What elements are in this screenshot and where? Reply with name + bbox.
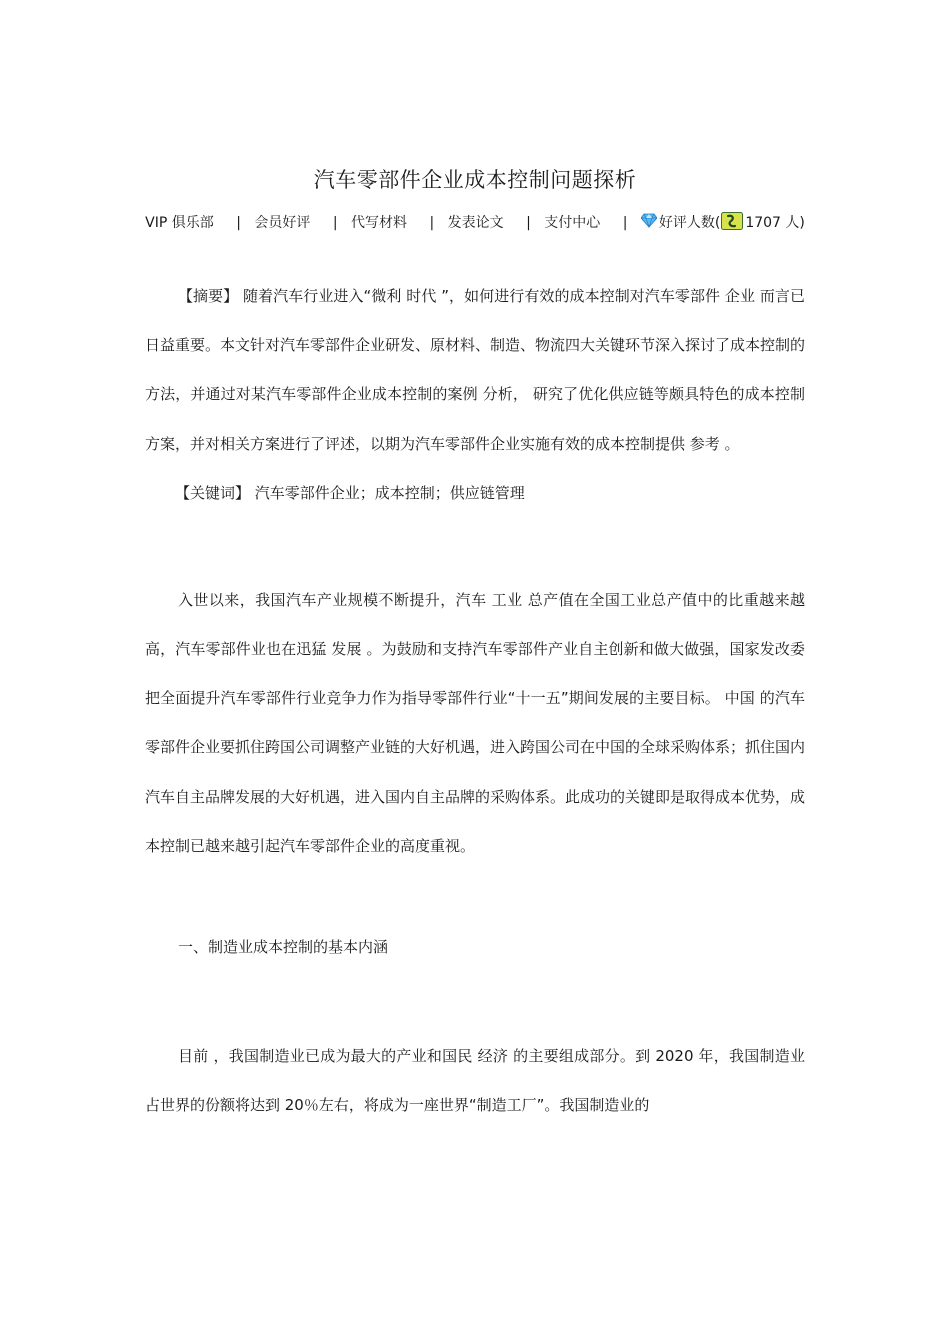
abstract-paragraph bbox=[145, 272, 805, 469]
nav-link-ghostwriting[interactable]: 代写材料 bbox=[350, 215, 407, 231]
nav-link-vip-club[interactable]: VIP 俱乐部 bbox=[145, 215, 214, 231]
article-body bbox=[145, 272, 805, 1130]
abstract-text: 随着汽车行业进入“微利 时代 ”，如何进行有效的成本控制对汽车零部件 企业 而言已日益重要。本文针对汽车零部件企业研发、原材料、制造、物流四大关键环节深入探讨了成本控制的 方法，并通过对某汽车零部件企业成本控制的案例 分析， 研究了优化供应链等颇具特色的成本控制方案，并对相关方案进行了评述，以期为汽车零部件企业实施有效的成本控制提供 参考 。 bbox=[145, 287, 806, 453]
rating-count: 1707 人) bbox=[745, 215, 805, 231]
intro-paragraph: 入世以来，我国汽车产业规模不断提升，汽车 工业 总产值在全国工业总产值中的比重越来越高，汽车零部件业也在迅猛 发展 。为鼓励和支持汽车零部件产业自主创新和做大做强，国家发改委把全面提升汽车零部件行业竞争力作为指导零部件行业“十一五”期间发展的主要目标。 中国 的汽车零部件企业要抓住跨国公司调整产业链的大好机遇，进入跨国公司在中国的全球采购体系；抓住国内汽车自主品牌发展的大好机遇，进入国内自主品牌的采购体系。此成功的关键即是取得成本优势，成本控制已越来越引起汽车零部件企业的高度重视。 bbox=[145, 590, 806, 855]
keywords-text: 汽车零部件企业；成本控制；供应链管理 bbox=[250, 483, 525, 502]
section-heading: 一、制造业成本控制的基本内涵 bbox=[178, 938, 389, 957]
nav-separator: | bbox=[429, 215, 435, 231]
diamond-gem-icon bbox=[641, 213, 657, 228]
top-navbar bbox=[0, 212, 950, 234]
section-paragraph: 目前 ，我国制造业已成为最大的产业和国民 经济 的主要组成部分。到 2020 年，我国制造业占世界的份额将达到 20％左右，将成为一座世界“制造工厂”。我国制造业的 bbox=[145, 1047, 805, 1115]
nav-link-publish-papers[interactable]: 发表论文 bbox=[447, 215, 504, 231]
keywords-label: 【关键词】 bbox=[175, 483, 251, 502]
nav-link-payment-center[interactable]: 支付中心 bbox=[544, 215, 601, 231]
nav-separator: | bbox=[526, 215, 531, 231]
spacer bbox=[145, 871, 805, 923]
spacer bbox=[145, 972, 805, 1032]
nav-separator: | bbox=[236, 215, 241, 231]
keywords-paragraph bbox=[145, 469, 805, 518]
abstract-label: 【摘要】 bbox=[178, 287, 239, 305]
spacer bbox=[145, 518, 805, 576]
nav-separator: | bbox=[332, 215, 338, 231]
page-title: 汽车零部件企业成本控制问题探析 bbox=[313, 168, 637, 192]
smiley-emoticon-icon bbox=[721, 212, 743, 230]
nav-separator: | bbox=[622, 215, 628, 231]
nav-link-member-reviews[interactable]: 会员好评 bbox=[254, 215, 311, 231]
rating-label: 好评人数( bbox=[658, 215, 721, 231]
